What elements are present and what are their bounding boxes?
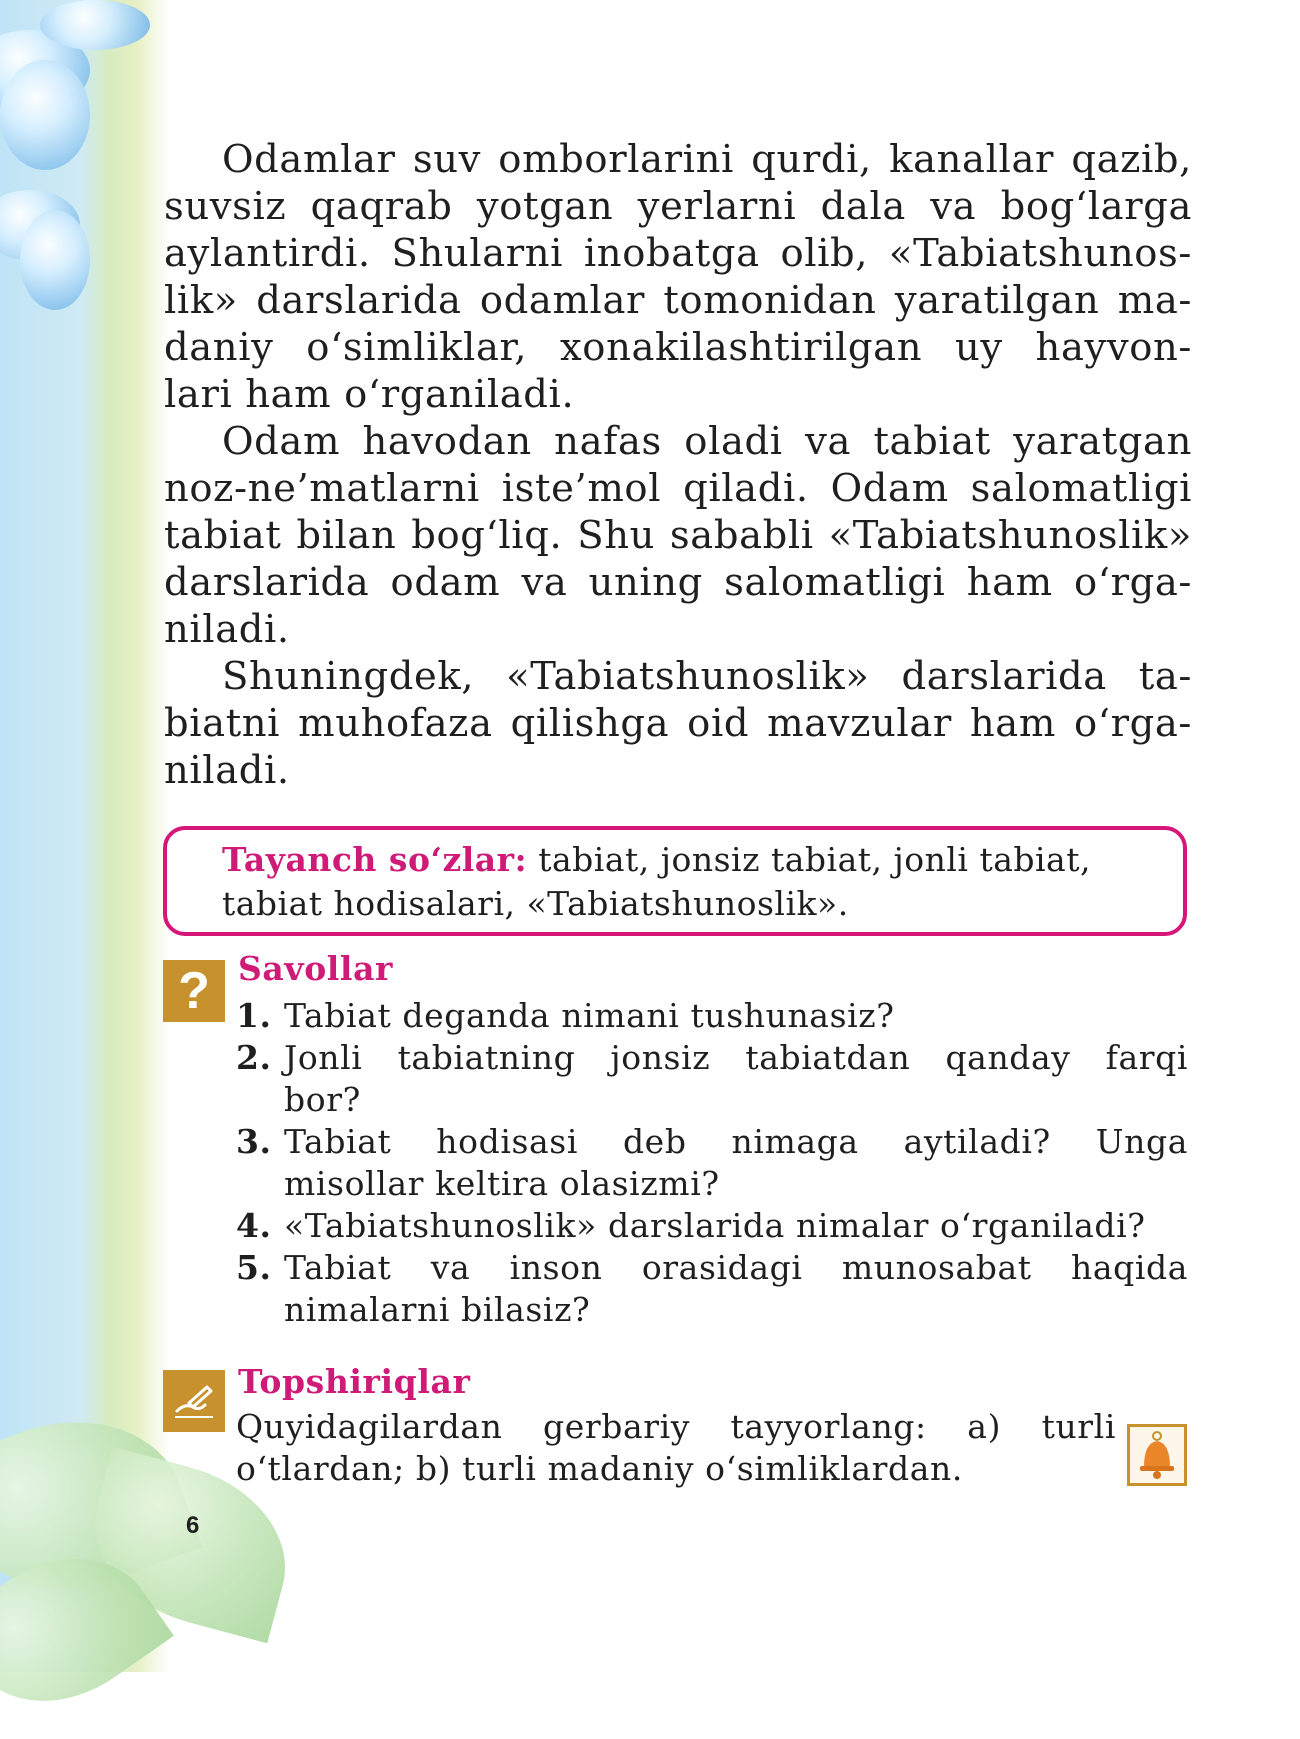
item-number: 1. — [236, 996, 272, 1035]
task-line: Quyidagilardan gerbariy tayyorlang: a) turli — [236, 1407, 1116, 1446]
text-line: biatni muhofaza qilishga oid mavzular ham o‘rga- — [164, 701, 1192, 746]
text-line: tabiat bilan bog‘liq. Shu sababli «Tabiatshunoslik» — [164, 513, 1192, 558]
paragraph-1 — [164, 136, 1192, 418]
cloud-decoration — [20, 210, 90, 310]
item-text: «Tabiatshunoslik» darslarida nimalar o‘rganiladi? — [284, 1206, 1146, 1245]
text-line: Odam havodan nafas oladi va tabiat yaratgan — [222, 419, 1192, 464]
item-text: Tabiat hodisasi deb nimaga aytiladi? Unga — [284, 1122, 1188, 1161]
keywords-line: tabiat hodisalari, «Tabiatshunoslik». — [222, 884, 849, 923]
questions-title: Savollar — [238, 949, 394, 988]
cloud-decoration — [40, 0, 150, 50]
list-item — [236, 1247, 1188, 1331]
item-number: 5. — [236, 1248, 272, 1287]
item-number: 2. — [236, 1038, 272, 1077]
questions-list — [236, 995, 1188, 1331]
item-text: Tabiat deganda nimani tushunasiz? — [284, 996, 895, 1035]
bell-icon — [1127, 1424, 1187, 1486]
text-line: aylantirdi. Shularni inobatga olib, «Tabiatshunos- — [164, 231, 1192, 276]
bell-icon-svg — [1130, 1427, 1184, 1483]
page-number: 6 — [186, 1512, 200, 1539]
question-mark-glyph: ? — [178, 962, 210, 1020]
item-text: nimalarni bilasiz? — [284, 1290, 591, 1329]
list-item — [236, 995, 1188, 1037]
text-line: daniy o‘simliklar, xonakilashtirilgan uy hayvon- — [164, 325, 1192, 370]
text-line: Shuningdek, «Tabiatshunoslik» darslarida ta- — [222, 654, 1192, 699]
keywords-label: Tayanch so‘zlar: — [222, 840, 528, 879]
text-line: Odamlar suv omborlarini qurdi, kanallar qazib, — [222, 137, 1192, 182]
text-line: suvsiz qaqrab yotgan yerlarni dala va bog‘larga — [164, 184, 1192, 229]
text-line: lik» darslarida odamlar tomonidan yaratilgan ma- — [164, 278, 1192, 323]
item-text: Tabiat va inson orasidagi munosabat haqida — [284, 1248, 1188, 1287]
keywords-line: tabiat, jonsiz tabiat, jonli tabiat, — [538, 840, 1091, 879]
tasks-title: Topshiriqlar — [238, 1362, 471, 1401]
text-line: lari ham o‘rganiladi. — [164, 372, 575, 417]
item-number: 4. — [236, 1206, 272, 1245]
keywords-text — [222, 838, 1132, 926]
paragraph-3 — [164, 653, 1192, 794]
task-line: o‘tlardan; b) turli madaniy o‘simliklardan. — [236, 1449, 963, 1488]
tasks-text — [236, 1406, 1116, 1490]
item-number: 3. — [236, 1122, 272, 1161]
pencil-hand-icon-svg — [171, 1381, 217, 1421]
text-line: niladi. — [164, 607, 290, 652]
text-line: darslarida odam va uning salomatligi ham o‘rga- — [164, 560, 1192, 605]
list-item — [236, 1205, 1188, 1247]
list-item — [236, 1121, 1188, 1205]
text-line: noz-ne’matlarni iste’mol qiladi. Odam salomatligi — [164, 466, 1192, 511]
item-text: bor? — [284, 1080, 361, 1119]
paragraph-2 — [164, 418, 1192, 653]
cloud-decoration — [0, 60, 90, 170]
question-mark-icon — [163, 960, 225, 1022]
text-line: niladi. — [164, 748, 290, 793]
item-text: Jonli tabiatning jonsiz tabiatdan qanday farqi — [284, 1038, 1188, 1077]
item-text: misollar keltira olasizmi? — [284, 1164, 720, 1203]
pencil-hand-icon — [163, 1370, 225, 1432]
list-item — [236, 1037, 1188, 1121]
